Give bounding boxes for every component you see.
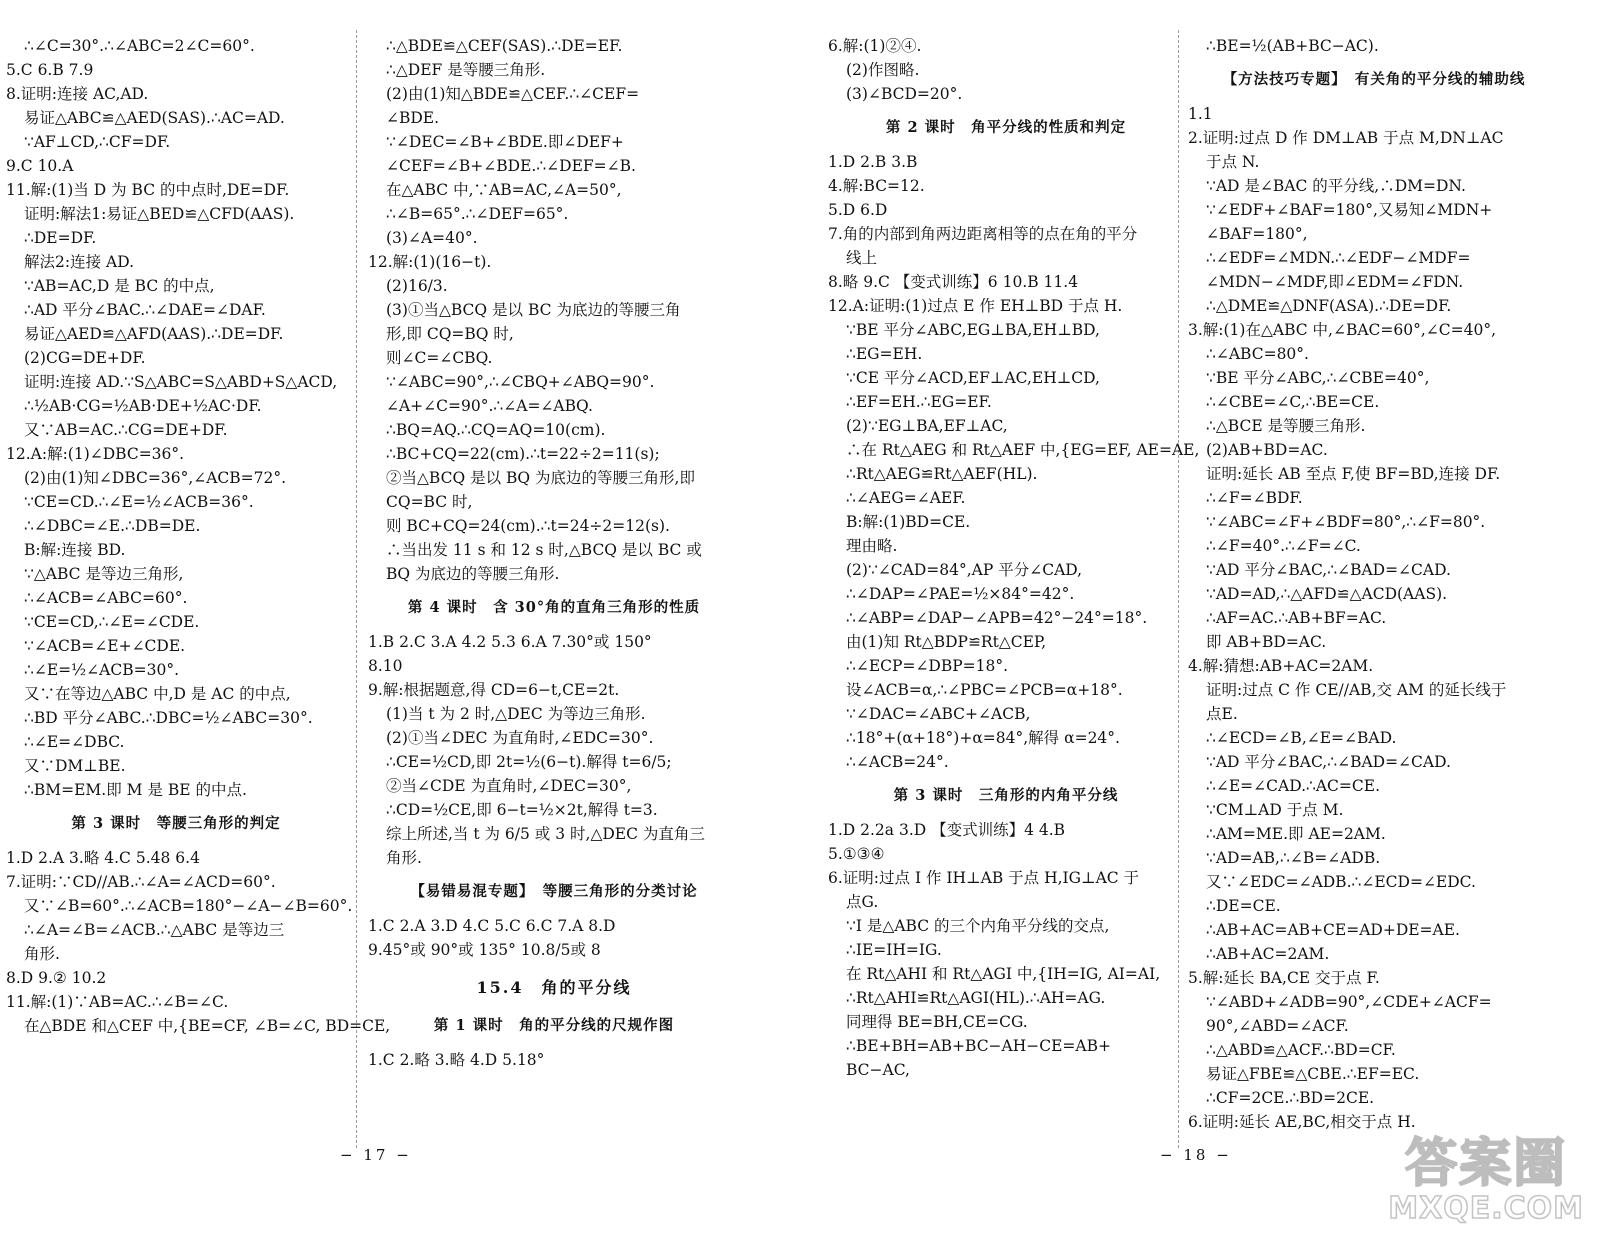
answer-line: (2)CG=DE+DF. xyxy=(24,349,146,367)
answer-line: ∴BE+BH=AB+BC−AH−CE=AB+ xyxy=(846,1037,1111,1055)
answer-line: ∴∠B=65°.∴∠DEF=65°. xyxy=(386,205,569,223)
answer-line: (2)①当∠DEC 为直角时,∠EDC=30°. xyxy=(386,729,654,747)
answer-line: ∴△BDE≌△CEF(SAS).∴DE=EF. xyxy=(386,37,623,55)
answer-line: ∵I 是△ABC 的三个内角平分线的交点, xyxy=(846,917,1110,935)
answer-line: 即 AB+BD=AC. xyxy=(1206,633,1327,651)
answer-line: ∠BAF=180°, xyxy=(1206,225,1308,243)
answer-line: 证明:连接 AD.∵S△ABC=S△ABD+S△ACD, xyxy=(24,373,338,391)
answer-line: ∵AD=AD,∴△AFD≌△ACD(AAS). xyxy=(1206,585,1448,603)
answer-line: ∴AF=AC.∴AB+BF=AC. xyxy=(1206,609,1387,627)
answer-line: 5.D 6.D xyxy=(828,201,888,219)
answer-line: ∴∠EDF=∠MDN.∴∠EDF−∠MDF= xyxy=(1206,249,1471,267)
answer-line: ∴当出发 11 s 和 12 s 时,△BCQ 是以 BC 或 xyxy=(386,541,702,559)
answer-line: 证明:延长 AB 至点 F,使 BF=BD,连接 DF. xyxy=(1206,465,1501,483)
answer-line: ∵∠DEC=∠B+∠BDE.即∠DEF+ xyxy=(386,133,624,151)
answer-line: (3)∠A=40°. xyxy=(386,229,478,247)
answer-line: ∵BE 平分∠ABC,EG⊥BA,EH⊥BD, xyxy=(846,321,1100,339)
answer-line: 8.D 9.② 10.2 xyxy=(6,969,107,987)
answer-line: (2)∵EG⊥BA,EF⊥AC, xyxy=(846,417,1008,435)
answer-line: ∴∠AEG=∠AEF. xyxy=(846,489,966,507)
answer-line: ∵∠DAC=∠ABC+∠ACB, xyxy=(846,705,1031,723)
answer-line: 易证△AED≌△AFD(AAS).∴DE=DF. xyxy=(24,325,284,343)
answer-line: ∴AB+AC=2AM. xyxy=(1206,945,1330,963)
answer-line: 9.C 10.A xyxy=(6,157,74,175)
answer-line: 同理得 BE=BH,CE=CG. xyxy=(846,1013,1028,1031)
answer-line: ∴BD 平分∠ABC.∴DBC=½∠ABC=30°. xyxy=(24,709,313,727)
answer-line: 1.D 2.A 3.略 4.C 5.48 6.4 xyxy=(6,849,200,867)
answer-line: 解法2:连接 AD. xyxy=(24,253,135,271)
answer-line: ∵∠ACB=∠E+∠CDE. xyxy=(24,637,186,655)
answer-line: ∴BM=EM.即 M 是 BE 的中点. xyxy=(24,781,247,799)
answer-line: 理由略. xyxy=(846,537,898,555)
answer-line: ∵CE=CD,∴∠E=∠CDE. xyxy=(24,613,200,631)
answer-line: 线上 xyxy=(846,249,878,267)
answer-line: ∴∠ABP=∠DAP−∠APB=42°−24°=18°. xyxy=(846,609,1148,627)
answer-line: ∴Rt△AEG≌Rt△AEF(HL). xyxy=(846,465,1038,483)
answer-line: ∴CF=2CE.∴BD=2CE. xyxy=(1206,1089,1375,1107)
answer-line: ②当△BCQ 是以 BQ 为底边的等腰三角形,即 xyxy=(386,469,695,487)
answer-line: ∵∠EDF+∠BAF=180°,又易知∠MDN+ xyxy=(1206,201,1493,219)
answer-line: ∴Rt△AHI≌Rt△AGI(HL).∴AH=AG. xyxy=(846,989,1106,1007)
answer-line: ∴IE=IH=IG. xyxy=(846,941,942,959)
answer-line: ∵AD 平分∠BAC,∴∠BAD=∠CAD. xyxy=(1206,753,1451,771)
answer-line: ∴∠C=30°.∴∠ABC=2∠C=60°. xyxy=(24,37,255,55)
answer-line: ∵CM⊥AD 于点 M. xyxy=(1206,801,1344,819)
answer-line: 【易错易混专题】 等腰三角形的分类讨论 xyxy=(410,883,698,900)
answer-line: 12.A:证明:(1)过点 E 作 EH⊥BD 于点 H. xyxy=(828,297,1123,315)
answer-line: ∴∠DAP=∠PAE=½×84°=42°. xyxy=(846,585,1075,603)
answer-line: 在△ABC 中,∵AB=AC,∠A=50°, xyxy=(386,181,622,199)
answer-line: 8.证明:连接 AC,AD. xyxy=(6,85,149,103)
answer-line: 6.证明:延长 AE,BC,相交于点 H. xyxy=(1188,1113,1416,1131)
answer-line: 设∠ACB=α,∴∠PBC=∠PCB=α+18°. xyxy=(846,681,1123,699)
answer-line: ∵AD 是∠BAC 的平分线,∴DM=DN. xyxy=(1206,177,1466,195)
answer-line: ∵∠ABD+∠ADB=90°,∠CDE+∠ACF= xyxy=(1206,993,1492,1011)
answer-line: ∵BE 平分∠ABC,∴∠CBE=40°, xyxy=(1206,369,1430,387)
answer-line: ∴EG=EH. xyxy=(846,345,923,363)
answer-line: ∴∠ECP=∠DBP=18°. xyxy=(846,657,1009,675)
answer-line: 7.证明:∵CD//AB.∴∠A=∠ACD=60°. xyxy=(6,873,276,891)
answer-line: 11.解:(1)当 D 为 BC 的中点时,DE=DF. xyxy=(6,181,290,199)
answer-line: ∵AD=AB,∴∠B=∠ADB. xyxy=(1206,849,1381,867)
answer-line: ∴∠ACB=24°. xyxy=(846,753,949,771)
answer-line: 点G. xyxy=(846,893,879,911)
answer-line: 易证△FBE≌△CBE.∴EF=EC. xyxy=(1206,1065,1420,1083)
answer-line: ∵AB=AC,D 是 BC 的中点, xyxy=(24,277,215,295)
answer-line: ∵∠ABC=∠F+∠BDF=80°,∴∠F=80°. xyxy=(1206,513,1486,531)
answer-line: ∴∠ACB=∠ABC=60°. xyxy=(24,589,188,607)
answer-line: (2)由(1)知∠DBC=36°,∠ACB=72°. xyxy=(24,469,287,487)
answer-line: 1.1 xyxy=(1188,105,1213,123)
answer-line: CQ=BC 时, xyxy=(386,493,473,511)
answer-line: 8.略 9.C 【变式训练】6 10.B 11.4 xyxy=(828,273,1079,291)
answer-line: 4.解:猜想:AB+AC=2AM. xyxy=(1188,657,1374,675)
answer-line: 第 3 课时 等腰三角形的判定 xyxy=(71,815,281,832)
answer-line: 4.解:BC=12. xyxy=(828,177,925,195)
answer-line: 1.C 2.A 3.D 4.C 5.C 6.C 7.A 8.D xyxy=(368,917,616,935)
answer-line: ∴∠F=∠BDF. xyxy=(1206,489,1303,507)
answer-line: ∴∠E=∠CAD.∴AC=CE. xyxy=(1206,777,1380,795)
answer-line: (2)∵∠CAD=84°,AP 平分∠CAD, xyxy=(846,561,1083,579)
answer-line: ∴∠A=∠B=∠ACB.∴△ABC 是等边三 xyxy=(24,921,285,939)
answer-line: ∠A+∠C=90°.∴∠A=∠ABQ. xyxy=(386,397,593,415)
answer-line: ∴18°+(α+18°)+α=84°,解得 α=24°. xyxy=(846,729,1120,747)
answer-line: 又∵在等边△ABC 中,D 是 AC 的中点, xyxy=(24,685,291,703)
answer-line: ∴DE=CE. xyxy=(1206,897,1281,915)
answer-line: 1.C 2.略 3.略 4.D 5.18° xyxy=(368,1051,545,1069)
answer-line: 在△BDE 和△CEF 中,{BE=CF, ∠B=∠C, BD=CE, xyxy=(24,1017,391,1035)
answer-line: ∠MDN−∠MDF,即∠EDM=∠FDN. xyxy=(1206,273,1464,291)
answer-line: 5.C 6.B 7.9 xyxy=(6,61,94,79)
answer-line: ∴在 Rt△AEG 和 Rt△AEF 中,{EG=EF, AE=AE, xyxy=(846,441,1200,459)
answer-column-2 xyxy=(368,34,740,1072)
answer-line: 易证△ABC≌△AED(SAS).∴AC=AD. xyxy=(24,109,285,127)
answer-line: 由(1)知 Rt△BDP≌Rt△CEP, xyxy=(846,633,1047,651)
answer-line: ∴∠F=40°.∴∠F=∠C. xyxy=(1206,537,1361,555)
answer-line: ∵AD 平分∠BAC,∴∠BAD=∠CAD. xyxy=(1206,561,1451,579)
answer-line: 又∵AB=AC.∴CG=DE+DF. xyxy=(24,421,228,439)
answer-line: ∵CE 平分∠ACD,EF⊥AC,EH⊥CD, xyxy=(846,369,1100,387)
answer-line: ∴CD=½CE,即 6−t=½×2t,解得 t=3. xyxy=(386,801,658,819)
answer-line: 第 3 课时 三角形的内角平分线 xyxy=(893,787,1119,804)
answer-line: 【方法技巧专题】 有关角的平分线的辅助线 xyxy=(1222,71,1526,88)
answer-line: 在 Rt△AHI 和 Rt△AGI 中,{IH=IG, AI=AI, xyxy=(846,965,1161,983)
answer-line: ∴AB+AC=AB+CE=AD+DE=AE. xyxy=(1206,921,1460,939)
answer-line: 形,即 CQ=BQ 时, xyxy=(386,325,514,343)
answer-line: (3)①当△BCQ 是以 BC 为底边的等腰三角 xyxy=(386,301,681,319)
answer-line: ②当∠CDE 为直角时,∠DEC=30°, xyxy=(386,777,632,795)
answer-line: ∴CE=½CD,即 2t=½(6−t).解得 t=6/5; xyxy=(386,753,672,771)
answer-line: (2)16/3. xyxy=(386,277,448,295)
answer-line: ∠BDE. xyxy=(386,109,440,127)
answer-line: ∴½AB·CG=½AB·DE+½AC·DF. xyxy=(24,397,262,415)
answer-line: 5.①③④ xyxy=(828,845,885,863)
answer-line: 8.10 xyxy=(368,657,403,675)
answer-line: 又∵∠EDC=∠ADB.∴∠ECD=∠EDC. xyxy=(1206,873,1476,891)
answer-line: (1)当 t 为 2 时,△DEC 为等边三角形. xyxy=(386,705,646,723)
answer-line: ∴DE=DF. xyxy=(24,229,97,247)
answer-line: ∴△ABD≌△ACF.∴BD=CF. xyxy=(1206,1041,1396,1059)
answer-line: 12.解:(1)(16−t). xyxy=(368,253,492,271)
answer-line: 1.B 2.C 3.A 4.2 5.3 6.A 7.30°或 150° xyxy=(368,633,652,651)
page-number-left: − 17 − xyxy=(340,1146,412,1164)
answer-line: (2)AB+BD=AC. xyxy=(1206,441,1328,459)
answer-line: ∴∠DBC=∠E.∴DB=DE. xyxy=(24,517,201,535)
watermark-logo xyxy=(1388,1134,1584,1226)
answer-line: 90°,∠ABD=∠ACF. xyxy=(1206,1017,1349,1035)
answer-line: ∴∠E=½∠ACB=30°. xyxy=(24,661,179,679)
answer-line: 11.解:(1)∵AB=AC.∴∠B=∠C. xyxy=(6,993,229,1011)
answer-line: B:解:连接 BD. xyxy=(24,541,126,559)
answer-line: 6.证明:过点 I 作 IH⊥AB 于点 H,IG⊥AC 于 xyxy=(828,869,1140,887)
answer-line: 1.D 2.2a 3.D 【变式训练】4 4.B xyxy=(828,821,1066,839)
answer-line: 9.45°或 90°或 135° 10.8/5或 8 xyxy=(368,941,601,959)
answer-line: ∵∠ABC=90°,∴∠CBQ+∠ABQ=90°. xyxy=(386,373,655,391)
answer-line: (2)由(1)知△BDE≌△CEF.∴∠CEF= xyxy=(386,85,640,103)
answer-line: 又∵DM⊥BE. xyxy=(24,757,126,775)
answer-line: 6.解:(1)②④. xyxy=(828,37,922,55)
answer-line: 角形. xyxy=(386,849,422,867)
answer-line: 12.A:解:(1)∠DBC=36°. xyxy=(6,445,185,463)
answer-line: BQ 为底边的等腰三角形. xyxy=(386,565,560,583)
column-divider-left xyxy=(356,30,357,1148)
answer-column-3 xyxy=(828,34,1200,1082)
answer-line: ∵△ABC 是等边三角形, xyxy=(24,565,184,583)
answer-line: 证明:解法1:易证△BED≌△CFD(AAS). xyxy=(24,205,295,223)
answer-line: 于点 N. xyxy=(1206,153,1260,171)
answer-line: 则 BC+CQ=24(cm).∴t=24÷2=12(s). xyxy=(386,517,670,535)
answer-line: ∴∠E=∠DBC. xyxy=(24,733,125,751)
answer-line: 点E. xyxy=(1206,705,1238,723)
answer-line: 9.解:根据题意,得 CD=6−t,CE=2t. xyxy=(368,681,620,699)
answer-line: 7.角的内部到角两边距离相等的点在角的平分 xyxy=(828,225,1138,243)
answer-line: 则∠C=∠CBQ. xyxy=(386,349,493,367)
answer-line: 15.4 角的平分线 xyxy=(476,978,632,997)
answer-line: 1.D 2.B 3.B xyxy=(828,153,918,171)
answer-line: ∵CE=CD.∴∠E=½∠ACB=36°. xyxy=(24,493,254,511)
answer-line: ∴BE=½(AB+BC−AC). xyxy=(1206,37,1379,55)
answer-line: 又∵∠B=60°.∴∠ACB=180°−∠A−∠B=60°. xyxy=(24,897,353,915)
answer-line: 证明:过点 C 作 CE//AB,交 AM 的延长线于 xyxy=(1206,681,1507,699)
answer-line: ∴△DME≌△DNF(ASA).∴DE=DF. xyxy=(1206,297,1452,315)
answer-line: ∴△BCE 是等腰三角形. xyxy=(1206,417,1366,435)
answer-line: ∴AD 平分∠BAC.∴∠DAE=∠DAF. xyxy=(24,301,266,319)
answer-line: 第 4 课时 含 30°角的直角三角形的性质 xyxy=(407,599,701,616)
answer-column-4 xyxy=(1188,34,1560,1134)
answer-line: ∴∠ECD=∠B,∠E=∠BAD. xyxy=(1206,729,1397,747)
answer-line: ∴BC+CQ=22(cm).∴t=22÷2=11(s); xyxy=(386,445,660,463)
answer-line: (3)∠BCD=20°. xyxy=(846,85,963,103)
answer-line: 第 1 课时 角的平分线的尺规作图 xyxy=(433,1017,675,1034)
answer-line: 3.解:(1)在△ABC 中,∠BAC=60°,∠C=40°, xyxy=(1188,321,1497,339)
answer-line: 5.解:延长 BA,CE 交于点 F. xyxy=(1188,969,1380,987)
answer-line: ∴AM=ME.即 AE=2AM. xyxy=(1206,825,1386,843)
answer-line: 综上所述,当 t 为 6/5 或 3 时,△DEC 为直角三 xyxy=(386,825,705,843)
answer-line: ∴△DEF 是等腰三角形. xyxy=(386,61,546,79)
answer-line: ∴BQ=AQ.∴CQ=AQ=10(cm). xyxy=(386,421,606,439)
watermark-main-text: 答案圈 xyxy=(1405,1134,1568,1194)
answer-line: ∴∠CBE=∠C,∴BE=CE. xyxy=(1206,393,1380,411)
answer-line: ∴EF=EH.∴EG=EF. xyxy=(846,393,992,411)
answer-line: (2)作图略. xyxy=(846,61,920,79)
page-number-right: − 18 − xyxy=(1160,1146,1232,1164)
answer-line: 角形. xyxy=(24,945,60,963)
answer-line: BC−AC, xyxy=(846,1061,910,1079)
answer-line: ∵AF⊥CD,∴CF=DF. xyxy=(24,133,171,151)
answer-line: 2.证明:过点 D 作 DM⊥AB 于点 M,DN⊥AC xyxy=(1188,129,1504,147)
answer-line: 第 2 课时 角平分线的性质和判定 xyxy=(885,119,1127,136)
answer-line: ∠CEF=∠B+∠BDE.∴∠DEF=∠B. xyxy=(386,157,636,175)
watermark-site-text: MXQE.COM xyxy=(1388,1191,1584,1226)
answer-line: ∴∠ABC=80°. xyxy=(1206,345,1309,363)
answer-line: B:解:(1)BD=CE. xyxy=(846,513,971,531)
